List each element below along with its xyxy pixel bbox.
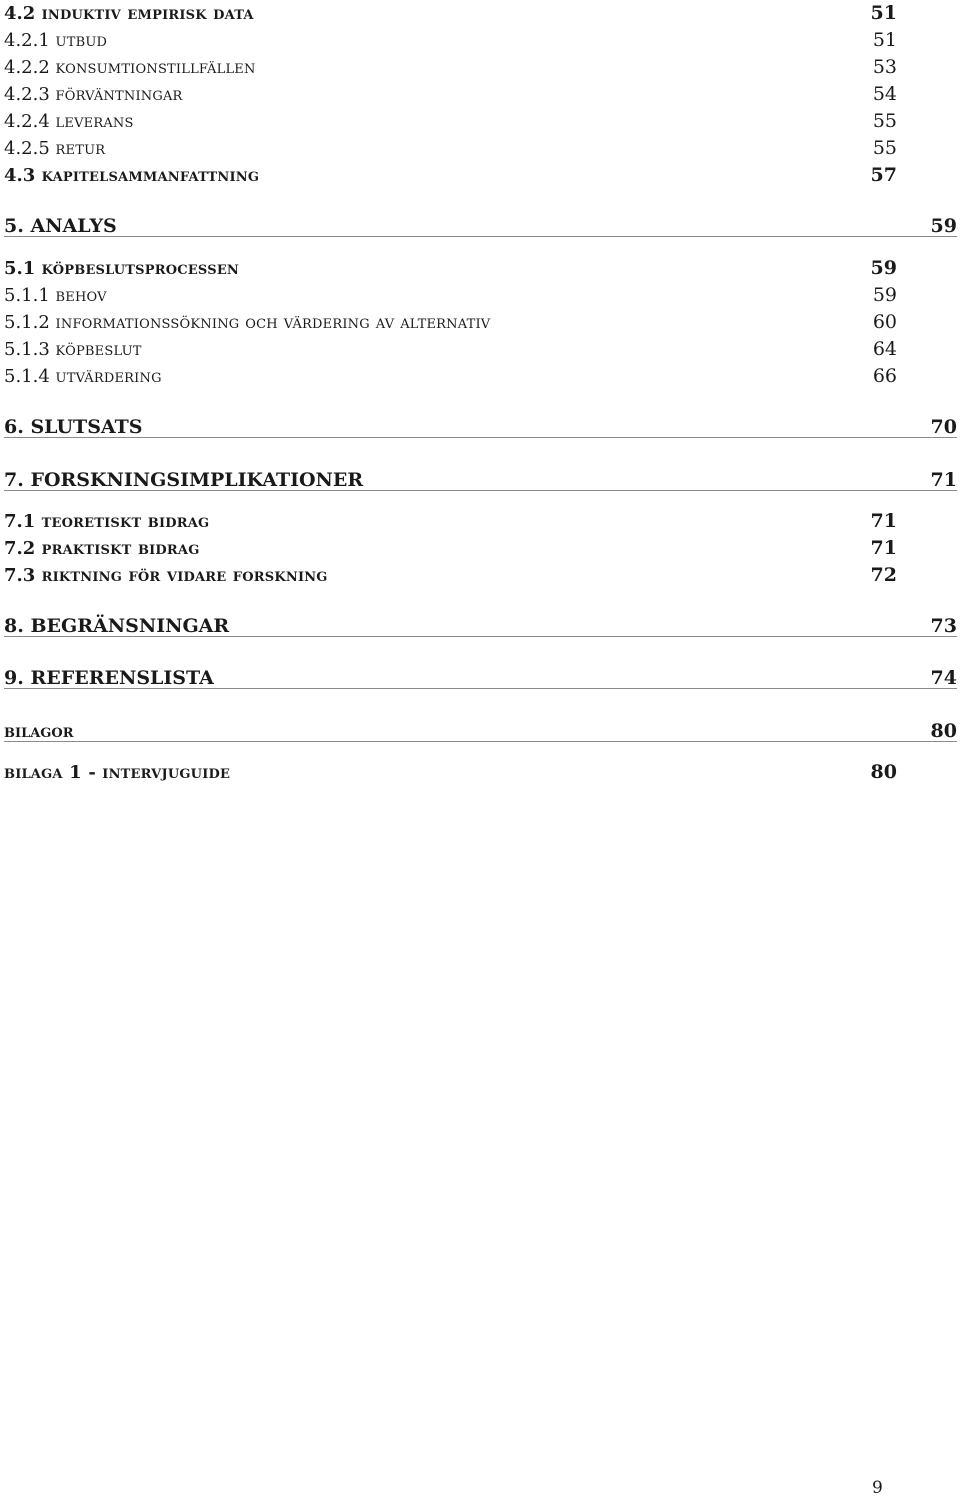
toc-entry-title: riktning för vidare forskning (41, 565, 328, 586)
toc-entry-4-2-3[interactable] (4, 81, 897, 105)
toc-entry-label (4, 285, 107, 306)
toc-entry-label (4, 3, 254, 24)
toc-chapter-title: 9. REFERENSLISTA (4, 667, 214, 689)
toc-entry-label (4, 366, 162, 387)
toc-chapter-5[interactable] (4, 210, 957, 237)
toc-chapter-page: 73 (930, 615, 957, 637)
toc-entry-number: 7.1 (4, 511, 36, 532)
toc-entry-number: 5.1.4 (4, 366, 50, 387)
toc-entry-label (4, 111, 134, 132)
toc-chapter-6[interactable] (4, 411, 957, 438)
toc-entry-page: 64 (872, 338, 897, 360)
toc-entry-7-2[interactable] (4, 535, 897, 559)
toc-entry-4-2-5[interactable] (4, 135, 897, 159)
toc-entry-number: 4.2.2 (4, 57, 50, 78)
toc-entry-page: 55 (872, 137, 897, 159)
toc-entry-title: behov (55, 285, 107, 306)
toc-entry-label (4, 312, 490, 333)
toc-entry-4-2[interactable] (4, 0, 897, 24)
toc-entry-page: 59 (872, 284, 897, 306)
toc-entry-title: leverans (55, 111, 134, 132)
toc-entry-number: 4.2.4 (4, 111, 50, 132)
toc-chapter-bilagor[interactable] (4, 715, 957, 742)
toc-entry-page: 71 (870, 537, 897, 559)
toc-entry-4-2-2[interactable] (4, 54, 897, 78)
toc-entry-title: förväntningar (55, 84, 183, 105)
toc-entry-5-1-4[interactable] (4, 363, 897, 387)
toc-entry-title: utbud (55, 30, 108, 51)
toc-entry-label (4, 84, 183, 105)
toc-entry-page: 71 (870, 510, 897, 532)
toc-chapter-8[interactable] (4, 610, 957, 637)
toc-entry-page: 53 (872, 56, 897, 78)
toc-entry-label (4, 258, 239, 279)
toc-entry-page: 55 (872, 110, 897, 132)
toc-entry-label (4, 57, 256, 78)
toc-entry-number: 5.1.3 (4, 339, 50, 360)
toc-entry-page: 51 (870, 2, 897, 24)
toc-entry-number: 5.1.1 (4, 285, 50, 306)
toc-entry-page: 54 (872, 83, 897, 105)
toc-entry-5-1[interactable] (4, 255, 897, 279)
toc-entry-7-1[interactable] (4, 508, 897, 532)
toc-chapter-page: 70 (930, 416, 957, 438)
toc-entry-title: praktiskt bidrag (41, 538, 200, 559)
toc-entry-4-3[interactable] (4, 162, 897, 186)
toc-chapter-title: 7. FORSKNINGSIMPLIKATIONER (4, 469, 364, 491)
toc-entry-label (4, 138, 105, 159)
toc-chapter-title: 8. BEGRÄNSNINGAR (4, 615, 230, 637)
toc-entry-title: utvärdering (55, 366, 162, 387)
toc-entry-number: 4.3 (4, 165, 36, 186)
toc-entry-page: 66 (872, 365, 897, 387)
toc-entry-title: retur (55, 138, 106, 159)
toc-entry-7-3[interactable] (4, 562, 897, 586)
toc-entry-title: konsumtionstillfällen (55, 57, 256, 78)
toc-entry-number: 7.2 (4, 538, 36, 559)
toc-entry-title: köpbeslut (55, 339, 142, 360)
toc-entry-page: 51 (872, 29, 897, 51)
toc-entry-page: 80 (870, 761, 897, 783)
toc-entry-label (4, 538, 200, 559)
toc-entry-number: 5.1.2 (4, 312, 50, 333)
toc-entry-label (4, 511, 209, 532)
toc-entry-4-2-1[interactable] (4, 27, 897, 51)
toc-entry-page: 59 (870, 257, 897, 279)
toc-entry-title: induktiv empirisk data (41, 3, 254, 24)
toc-chapter-9[interactable] (4, 662, 957, 689)
toc-entry-label (4, 339, 142, 360)
toc-entry-number: 5.1 (4, 258, 36, 279)
toc-entry-page: 60 (872, 311, 897, 333)
toc-entry-number: bilaga 1 - (4, 762, 97, 783)
toc-chapter-page: 74 (930, 667, 957, 689)
toc-entry-title: kapitelsammanfattning (41, 165, 260, 186)
toc-entry-label (4, 565, 328, 586)
toc-entry-title: teoretiskt bidrag (41, 511, 210, 532)
toc-chapter-7[interactable] (4, 464, 957, 491)
toc-entry-label (4, 762, 230, 783)
toc-entry-bilaga-1[interactable] (4, 759, 897, 783)
page-number: 9 (872, 1478, 883, 1498)
toc-entry-number: 4.2.5 (4, 138, 50, 159)
toc-entry-title: informationssökning och värdering av alternativ (55, 312, 491, 333)
toc-entry-label (4, 30, 107, 51)
toc-entry-5-1-1[interactable] (4, 282, 897, 306)
toc-chapter-title: 6. SLUTSATS (4, 416, 143, 438)
toc-entry-number: 4.2.1 (4, 30, 50, 51)
toc-chapter-page: 59 (930, 215, 957, 237)
toc-chapter-title: 5. ANALYS (4, 215, 117, 237)
toc-entry-5-1-2[interactable] (4, 309, 897, 333)
toc-entry-number: 4.2 (4, 3, 36, 24)
toc-entry-page: 72 (870, 564, 897, 586)
toc-entry-label (4, 165, 259, 186)
toc-entry-5-1-3[interactable] (4, 336, 897, 360)
toc-chapter-page: 80 (930, 720, 957, 742)
toc-entry-page: 57 (870, 164, 897, 186)
toc-entry-title: köpbeslutsprocessen (41, 258, 240, 279)
toc-entry-4-2-4[interactable] (4, 108, 897, 132)
toc-entry-number: 4.2.3 (4, 84, 50, 105)
toc-chapter-page: 71 (930, 469, 957, 491)
toc-entry-number: 7.3 (4, 565, 36, 586)
toc-entry-title: intervjuguide (102, 762, 231, 783)
toc-chapter-title: bilagor (4, 720, 74, 742)
